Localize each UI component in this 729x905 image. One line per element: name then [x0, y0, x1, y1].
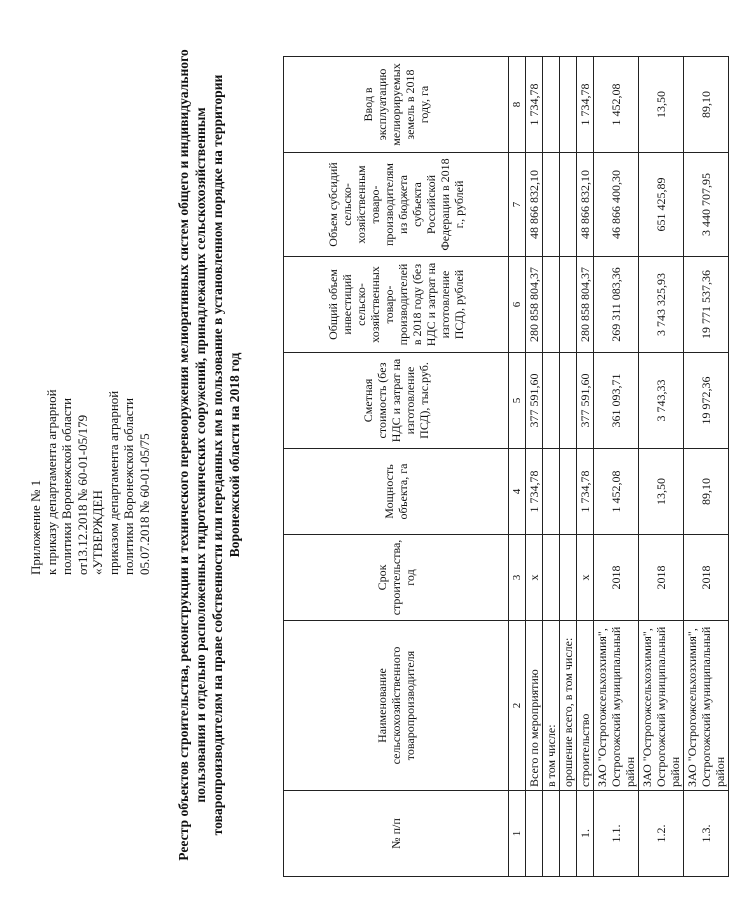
cell-year: х — [526, 535, 543, 621]
cell-capacity: 1 452,08 — [594, 449, 639, 535]
cell-commissioning — [543, 57, 560, 153]
document-title — [175, 45, 243, 865]
column-number: 3 — [509, 535, 526, 621]
cell-commissioning: 1 734,78 — [577, 57, 594, 153]
cell-estimate — [543, 353, 560, 449]
column-number: 7 — [509, 153, 526, 257]
cell-investment — [543, 257, 560, 353]
cell-index — [543, 791, 560, 877]
header-cell: № п/п — [284, 791, 509, 877]
cell-index: 1.2. — [639, 791, 684, 877]
cell-subsidy: 46 866 400,30 — [594, 153, 639, 257]
cell-commissioning: 13,50 — [639, 57, 684, 153]
table-row — [560, 57, 577, 877]
cell-year: 2018 — [684, 535, 729, 621]
cell-year: 2018 — [594, 535, 639, 621]
cell-estimate — [560, 353, 577, 449]
annex-line: Приложение № 1 — [28, 479, 43, 575]
cell-subsidy — [560, 153, 577, 257]
cell-capacity — [560, 449, 577, 535]
cell-index: 1. — [577, 791, 594, 877]
cell-commissioning: 1 734,78 — [526, 57, 543, 153]
annex-line: 05.07.2018 № 60-01-05/75 — [136, 433, 152, 575]
table-row — [577, 57, 594, 877]
cell-capacity — [543, 449, 560, 535]
table-row — [526, 57, 543, 877]
cell-year — [560, 535, 577, 621]
cell-subsidy: 3 440 707,95 — [684, 153, 729, 257]
title-line: пользования и отдельно расположенных гидротехнических сооружений, принадлежащих сельскохозяйственным — [193, 107, 208, 803]
cell-estimate: 377 591,60 — [577, 353, 594, 449]
column-number: 2 — [509, 621, 526, 791]
cell-index — [526, 791, 543, 877]
cell-name: орошение всего, в том числе: — [560, 621, 577, 791]
column-number: 6 — [509, 257, 526, 353]
title-line: Реестр объектов строительства, реконструкции и технического перевооружения мелиоративных систем общего и индивидуального — [176, 49, 191, 861]
cell-investment: 269 311 083,36 — [594, 257, 639, 353]
cell-investment: 3 743 325,93 — [639, 257, 684, 353]
cell-year — [543, 535, 560, 621]
annex-line: к приказу департамента аграрной — [43, 389, 59, 575]
registry-table — [283, 56, 729, 877]
annex-line: политики Воронежской области — [121, 397, 136, 575]
title-line: Воронежской области на 2018 год — [227, 352, 242, 558]
cell-name: в том числе: — [543, 621, 560, 791]
cell-index — [560, 791, 577, 877]
header-cell: Ввод в эксплуатацию мелиорируемых земель в 2018 году, га — [284, 57, 509, 153]
header-cell: Срок строительства, год — [284, 535, 509, 621]
column-number: 8 — [509, 57, 526, 153]
cell-estimate: 361 093,71 — [594, 353, 639, 449]
cell-subsidy: 48 866 832,10 — [577, 153, 594, 257]
header-cell: Общий объем инвестиций сельско-хозяйственных товаро-производителей в 2018 году (без НДС и затрат на изготовление ПСД), рублей — [284, 257, 509, 353]
header-row — [284, 57, 509, 877]
cell-year: х — [577, 535, 594, 621]
cell-investment: 280 858 804,37 — [526, 257, 543, 353]
cell-capacity: 89,10 — [684, 449, 729, 535]
cell-name: ЗАО "Острогожсельхозхимия", Острогожский муниципальный район — [594, 621, 639, 791]
header-cell: Мощность объекта, га — [284, 449, 509, 535]
column-number-row — [509, 57, 526, 877]
table-row — [543, 57, 560, 877]
cell-year: 2018 — [639, 535, 684, 621]
cell-name: ЗАО "Острогожсельхозхимия", Острогожский муниципальный район — [684, 621, 729, 791]
column-number: 5 — [509, 353, 526, 449]
annex-line: политики Воронежской области — [59, 397, 74, 575]
column-number: 4 — [509, 449, 526, 535]
cell-index: 1.3. — [684, 791, 729, 877]
cell-subsidy: 48 866 832,10 — [526, 153, 543, 257]
header-cell: Наименование сельскохозяйственного товаропроизводителя — [284, 621, 509, 791]
table-row — [594, 57, 639, 877]
cell-subsidy: 651 425,89 — [639, 153, 684, 257]
annex-block — [28, 275, 152, 575]
cell-commissioning: 89,10 — [684, 57, 729, 153]
cell-subsidy — [543, 153, 560, 257]
cell-name: строительство — [577, 621, 594, 791]
cell-index: 1.1. — [594, 791, 639, 877]
cell-investment — [560, 257, 577, 353]
header-cell: Объем субсидий сельско-хозяйственным товаро-производителям из бюджета субъекта Российской Федерации в 2018 г., рублей — [284, 153, 509, 257]
annex-line: приказом департамента аграрной — [105, 390, 121, 575]
annex-line: «УТВЕРЖДЕН — [90, 490, 105, 575]
cell-investment: 19 771 537,36 — [684, 257, 729, 353]
cell-capacity: 1 734,78 — [526, 449, 543, 535]
table-row — [684, 57, 729, 877]
table-row — [639, 57, 684, 877]
cell-estimate: 19 972,36 — [684, 353, 729, 449]
cell-name: ЗАО "Острогожсельхозхимия", Острогожский муниципальный район — [639, 621, 684, 791]
title-line: товаропроизводителям на праве собственности или переданных им в пользование в установленном порядке на территории — [210, 74, 225, 836]
cell-estimate: 377 591,60 — [526, 353, 543, 449]
header-cell: Сметная стоимость (без НДС и затрат на изготовление ПСД), тыс.руб. — [284, 353, 509, 449]
cell-capacity: 1 734,78 — [577, 449, 594, 535]
cell-commissioning — [560, 57, 577, 153]
cell-name: Всего по мероприятию — [526, 621, 543, 791]
annex-line: от13.12.2018 № 60-01-05/179 — [74, 414, 90, 575]
cell-commissioning: 1 452,08 — [594, 57, 639, 153]
cell-capacity: 13,50 — [639, 449, 684, 535]
cell-estimate: 3 743,33 — [639, 353, 684, 449]
cell-investment: 280 858 804,37 — [577, 257, 594, 353]
column-number: 1 — [509, 791, 526, 877]
